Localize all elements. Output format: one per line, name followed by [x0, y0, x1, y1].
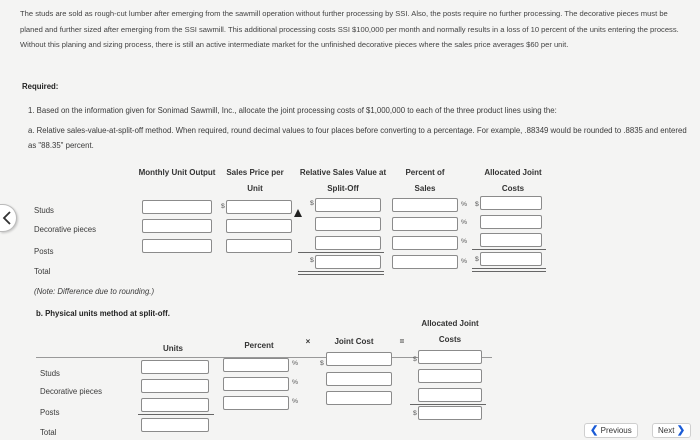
header-sales-price: Sales Price per Unit	[226, 168, 284, 193]
posts-percent-b-input[interactable]	[223, 396, 289, 410]
decorative-relative-sales-input[interactable]	[315, 217, 381, 231]
decorative-allocated-b-input[interactable]	[418, 369, 482, 383]
percent-sign: %	[292, 360, 299, 367]
header-percent-of-sales: Percent of Sales	[405, 168, 445, 193]
posts-allocated-b-input[interactable]	[418, 388, 482, 402]
decorative-output-input[interactable]	[142, 219, 212, 233]
dollar-sign: $	[413, 410, 417, 417]
percent-sign: %	[461, 238, 468, 245]
required-label: Required:	[22, 82, 59, 91]
row-label-total: Total	[34, 267, 51, 276]
next-label: Next	[658, 426, 675, 435]
posts-allocated-input[interactable]	[480, 233, 542, 247]
studs-percent-b-input[interactable]	[223, 358, 289, 372]
question-1: 1. Based on the information given for Sonimad Sawmill, Inc., allocate the joint processing costs of $1,000,000 to each of the three product lines using the:	[28, 106, 557, 115]
problem-intro: The studs are sold as rough-cut lumber after emerging from the sawmill operation without further processing by SSI. Also, the posts require no further processing. The decorative pieces must be planed and further sized after emerging from the SSI sawmill. This additional processing costs SSI $100,000 per month and normally results in a loss of 10 percent of the units entering the process. Without this planing and sizing process, there is still an active intermediate market for the unfinished decorative pieces where the sales price averages $60 per unit.	[20, 9, 679, 50]
chevron-left-icon	[0, 205, 16, 231]
dollar-sign: $	[475, 201, 479, 208]
studs-allocated-input[interactable]	[480, 196, 542, 210]
chevron-left-icon: ❮	[590, 425, 599, 436]
subtotal-rule	[410, 404, 486, 405]
chevron-right-icon: ❯	[676, 425, 686, 436]
decorative-price-input[interactable]	[226, 219, 292, 233]
header-monthly-output: Monthly Unit Output	[138, 168, 216, 177]
next-button[interactable]	[652, 423, 691, 438]
row-label-total: Total	[40, 428, 57, 437]
total-percent-input[interactable]	[392, 255, 458, 269]
posts-joint-cost-input[interactable]	[326, 391, 392, 405]
studs-allocated-b-input[interactable]	[418, 350, 482, 364]
studs-units-input[interactable]	[141, 360, 209, 374]
dollar-sign: $	[310, 200, 314, 207]
decorative-percent-input[interactable]	[392, 217, 458, 231]
total-double-rule	[472, 268, 546, 272]
dollar-sign: $	[221, 203, 225, 210]
dollar-sign: $	[475, 256, 479, 263]
posts-percent-input[interactable]	[392, 236, 458, 250]
row-label-decorative: Decorative pieces	[34, 225, 96, 234]
row-label-studs: Studs	[40, 369, 60, 378]
header-joint-cost: Joint Cost	[334, 337, 374, 346]
posts-units-input[interactable]	[141, 398, 209, 412]
previous-button[interactable]	[584, 423, 638, 438]
posts-output-input[interactable]	[142, 239, 212, 253]
percent-sign: %	[461, 219, 468, 226]
header-allocated-joint-costs-b: Allocated Joint Costs	[421, 319, 479, 344]
row-label-decorative: Decorative pieces	[40, 387, 102, 396]
studs-joint-cost-input[interactable]	[326, 352, 392, 366]
decorative-percent-b-input[interactable]	[223, 377, 289, 391]
total-relative-sales-input[interactable]	[315, 255, 381, 269]
studs-price-input[interactable]	[226, 200, 292, 214]
total-double-rule	[298, 271, 384, 275]
decorative-units-input[interactable]	[141, 379, 209, 393]
row-label-studs: Studs	[34, 206, 54, 215]
row-label-posts: Posts	[34, 247, 54, 256]
header-percent: Percent	[244, 341, 274, 350]
equals-sign: =	[399, 337, 405, 346]
percent-sign: %	[292, 379, 299, 386]
times-sign: ×	[305, 337, 311, 346]
subtotal-rule	[298, 252, 384, 253]
back-tab[interactable]	[0, 204, 17, 232]
previous-label: Previous	[600, 426, 632, 435]
header-relative-sales-value: Relative Sales Value at Split-Off	[299, 168, 387, 193]
row-label-posts: Posts	[40, 408, 60, 417]
posts-relative-sales-input[interactable]	[315, 236, 381, 250]
dollar-sign: $	[320, 360, 324, 367]
percent-sign: %	[461, 258, 468, 265]
decorative-joint-cost-input[interactable]	[326, 372, 392, 386]
subtotal-rule	[138, 414, 214, 415]
rounding-note: (Note: Difference due to rounding.)	[34, 287, 155, 296]
mouse-cursor	[294, 209, 302, 217]
total-allocated-b-input[interactable]	[418, 406, 482, 420]
studs-percent-input[interactable]	[392, 198, 458, 212]
percent-sign: %	[461, 201, 468, 208]
total-allocated-input[interactable]	[480, 252, 542, 266]
dollar-sign: $	[413, 356, 417, 363]
posts-price-input[interactable]	[226, 239, 292, 253]
part-b-instructions: b. Physical units method at split-off.	[36, 309, 170, 318]
percent-sign: %	[292, 398, 299, 405]
subtotal-rule	[472, 249, 546, 250]
decorative-allocated-input[interactable]	[480, 215, 542, 229]
studs-output-input[interactable]	[142, 200, 212, 214]
studs-relative-sales-input[interactable]	[315, 198, 381, 212]
header-units: Units	[163, 344, 183, 353]
header-allocated-joint-costs: Allocated Joint Costs	[484, 168, 542, 193]
total-units-input[interactable]	[141, 418, 209, 432]
dollar-sign: $	[310, 257, 314, 264]
part-a-instructions: a. Relative sales-value-at-split-off method. When required, round decimal values to four places before converting to a percentage. For example, .88349 would be rounded to .8835 and entered as "88.35" percent.	[28, 126, 687, 150]
